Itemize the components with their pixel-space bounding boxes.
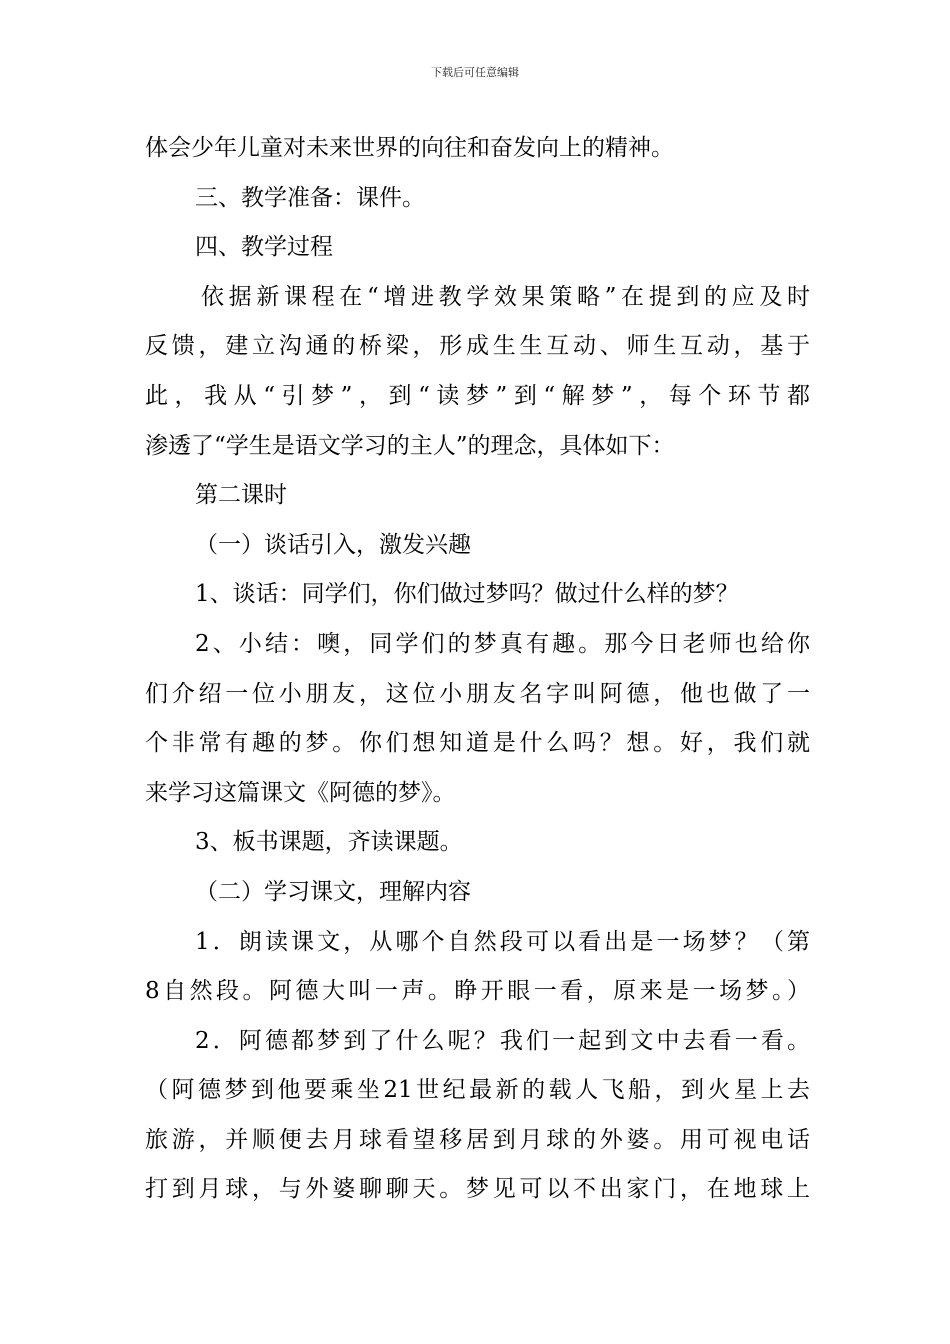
text-line: 反馈，建立沟通的桥梁，形成生生互动、师生互动，基于: [145, 333, 810, 360]
text-line: （阿德梦到他要乘坐21世纪最新的载人飞船，到火星上去: [145, 1077, 810, 1104]
text-line: 依据新课程在“增进教学效果策略”在提到的应及时: [201, 283, 810, 310]
text-line: 渗透了“学生是语文学习的主人”的理念，具体如下：: [145, 432, 675, 459]
text-line: 8自然段。阿德大叫一声。睁开眼一看，原来是一场梦。）: [145, 978, 810, 1005]
text-line: 体会少年儿童对未来世界的向往和奋发向上的精神。: [145, 135, 674, 161]
text-line: 们介绍一位小朋友，这位小朋友名字叫阿德，他也做了一: [145, 680, 810, 707]
text-line: 个非常有趣的梦。你们想知道是什么吗？想。好，我们就: [145, 730, 810, 757]
document-body: [145, 124, 810, 1215]
text-line: 此，我从“引梦”，到“读梦”到“解梦”，每个环节都: [145, 382, 810, 409]
text-line: 2、小结：噢，同学们的梦真有趣。那今日老师也给你: [195, 630, 810, 657]
text-line: 3、板书课题，齐读课题。: [195, 829, 463, 856]
section-heading-preparation: 三、教学准备：课件。: [195, 184, 425, 211]
text-line: 1．朗读课文，从哪个自然段可以看出是一场梦？（第: [195, 928, 810, 955]
text-line: 旅游，并顺便去月球看望移居到月球的外婆。用可视电话: [145, 1126, 810, 1153]
text-line: 打到月球，与外婆聊聊天。梦见可以不出家门，在地球上: [145, 1176, 810, 1203]
text-line: 来学习这篇课文《阿德的梦》。: [145, 779, 456, 806]
text-line: 2．阿德都梦到了什么呢？我们一起到文中去看一看。: [195, 1027, 810, 1054]
section-heading-process: 四、教学过程: [195, 234, 333, 261]
page-header: 下载后可任意编辑: [431, 66, 519, 79]
lesson-heading: 第二课时: [195, 482, 287, 509]
subsection-heading-1: （一）谈话引入，激发兴趣: [195, 531, 471, 558]
text-line: 1、谈话：同学们，你们做过梦吗？做过什么样的梦？: [195, 581, 739, 608]
subsection-heading-2: （二）学习课文，理解内容: [195, 878, 471, 905]
